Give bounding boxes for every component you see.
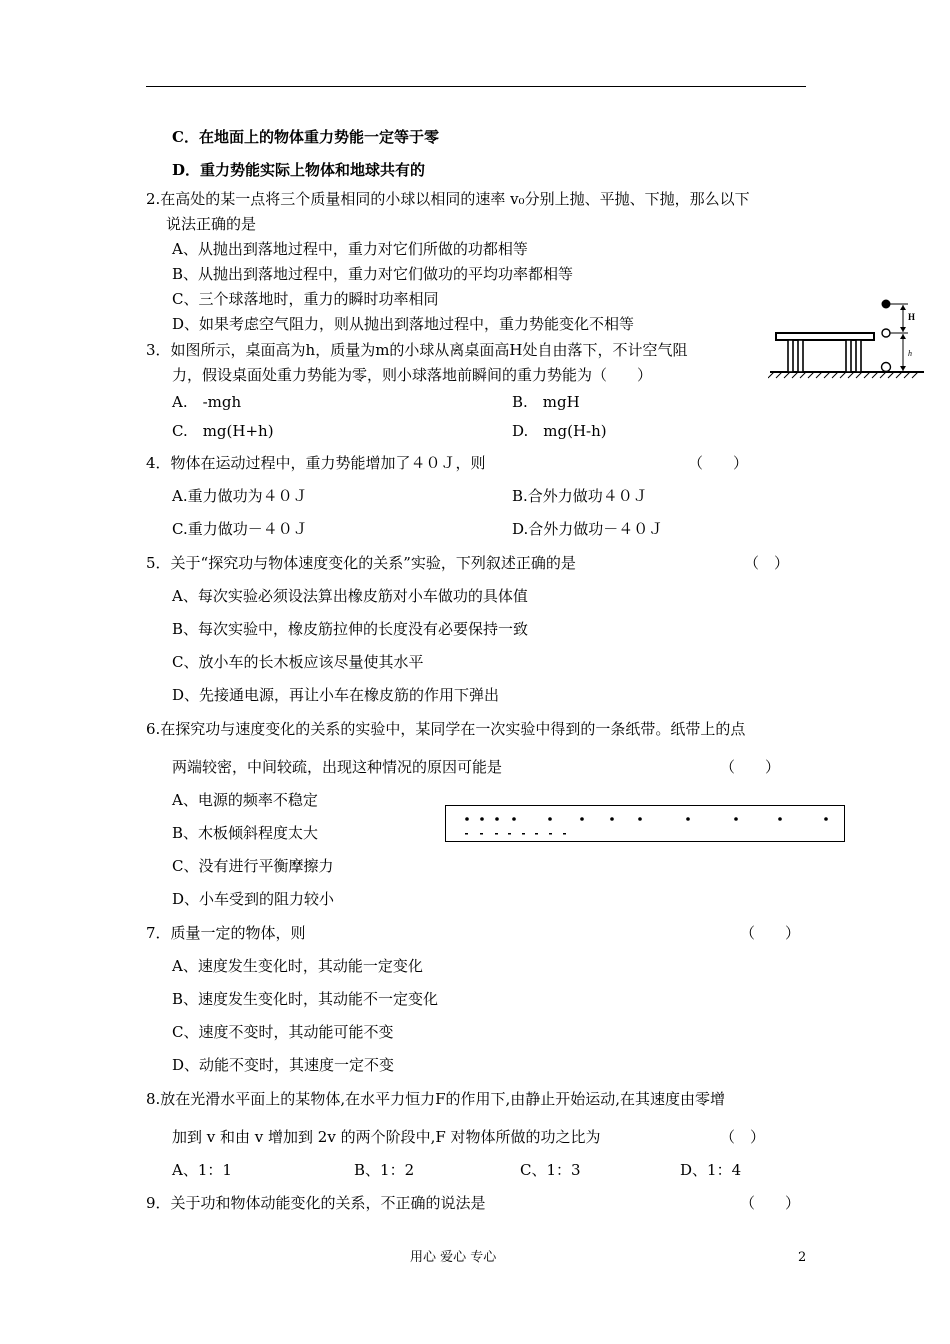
q9-answer-paren: （ ） [740,1194,801,1212]
q3-option-c: C. mg(H+h) [172,422,274,440]
q7-option-a: A、速度发生变化时，其动能一定变化 [172,957,423,975]
q7-option-c: C、速度不变时，其动能可能不变 [172,1023,394,1041]
q3-stem-line1: 3．如图所示，桌面高为h，质量为m的小球从离桌面高H处自由落下，不计空气阻 [146,341,688,359]
q6-option-c: C、没有进行平衡摩擦力 [172,857,334,875]
q6-stem-line1: 6.在探究功与速度变化的关系的实验中，某同学在一次实验中得到的一条纸带。纸带上的点 [146,720,746,738]
q5-option-c: C、放小车的长木板应该尽量使其水平 [172,653,424,671]
page-number: 2 [798,1250,807,1265]
q9-stem: 9．关于功和物体动能变化的关系，不正确的说法是 [146,1194,486,1212]
label-H: H [908,312,916,322]
q3-option-a: A. -mgh [172,393,242,411]
q8-stem-line2: 加到 v 和由 v 增加到 2v 的两个阶段中,F 对物体所做的功之比为 [172,1128,601,1146]
q5-answer-paren: （ ） [744,554,790,572]
table-ball-figure [768,296,928,380]
q2-stem-line1: 2.在高处的某一点将三个质量相同的小球以相同的速率 v₀分别上抛、平抛、下抛，那么以下 [146,190,750,208]
paper-tape-figure [445,805,845,842]
q7-option-b: B、速度发生变化时，其动能不一定变化 [172,990,439,1008]
q8-option-a: A、1：1 [172,1161,232,1179]
q5-option-a: A、每次实验必须设法算出橡皮筋对小车做功的具体值 [172,587,528,605]
q3-option-b: B. mgH [512,393,580,411]
q6-answer-paren: （ ） [720,758,781,776]
q4-option-d: D.合外力做功－４０Ｊ [512,520,664,538]
q7-stem: 7．质量一定的物体，则 [146,924,306,942]
header-rule [146,86,806,87]
q4-answer-paren: （ ） [688,454,749,472]
label-h: h [908,349,912,358]
q2-option-d: D、如果考虑空气阻力，则从抛出到落地过程中，重力势能变化不相等 [172,315,635,333]
q7-option-d: D、动能不变时，其速度一定不变 [172,1056,395,1074]
q2-option-b: B、从抛出到落地过程中，重力对它们做功的平均功率都相等 [172,265,574,283]
q6-stem-line2: 两端较密，中间较疏，出现这种情况的原因可能是 [172,758,503,776]
q6-option-a: A、电源的频率不稳定 [172,791,318,809]
q1-option-c: C．在地面上的物体重力势能一定等于零 [172,128,439,146]
q3-option-d: D. mg(H-h) [512,422,607,440]
q6-option-b: B、木板倾斜程度太大 [172,824,319,842]
q3-stem-line2: 力，假设桌面处重力势能为零，则小球落地前瞬间的重力势能为（ ） [172,366,653,384]
q8-option-c: C、1：3 [520,1161,581,1179]
q8-stem-line1: 8.放在光滑水平面上的某物体,在水平力恒力F的作用下,由静止开始运动,在其速度由零增 [146,1090,726,1108]
q8-answer-paren: （ ） [720,1128,766,1146]
q4-option-a: A.重力做功为４０Ｊ [172,487,308,505]
q4-option-b: B.合外力做功４０Ｊ [512,487,648,505]
q5-option-d: D、先接通电源，再让小车在橡皮筋的作用下弹出 [172,686,500,704]
q8-option-d: D、1：4 [680,1161,742,1179]
tape-dots [446,806,843,840]
q8-option-b: B、1：2 [354,1161,415,1179]
q2-option-c: C、三个球落地时，重力的瞬时功率相同 [172,290,439,308]
footer-motto: 用心 爱心 专心 [410,1250,497,1265]
q4-option-c: C.重力做功－４０Ｊ [172,520,308,538]
q2-stem-line2: 说法正确的是 [166,215,257,233]
q6-option-d: D、小车受到的阻力较小 [172,890,335,908]
q5-option-b: B、每次实验中，橡皮筋拉伸的长度没有必要保持一致 [172,620,529,638]
q1-option-d: D．重力势能实际上物体和地球共有的 [172,161,426,179]
q5-stem: 5．关于“探究功与物体速度变化的关系”实验，下列叙述正确的是 [146,554,576,572]
q7-answer-paren: （ ） [740,924,801,942]
q4-stem: 4．物体在运动过程中，重力势能增加了４０Ｊ，则 [146,454,486,472]
q2-option-a: A、从抛出到落地过程中，重力对它们所做的功都相等 [172,240,528,258]
